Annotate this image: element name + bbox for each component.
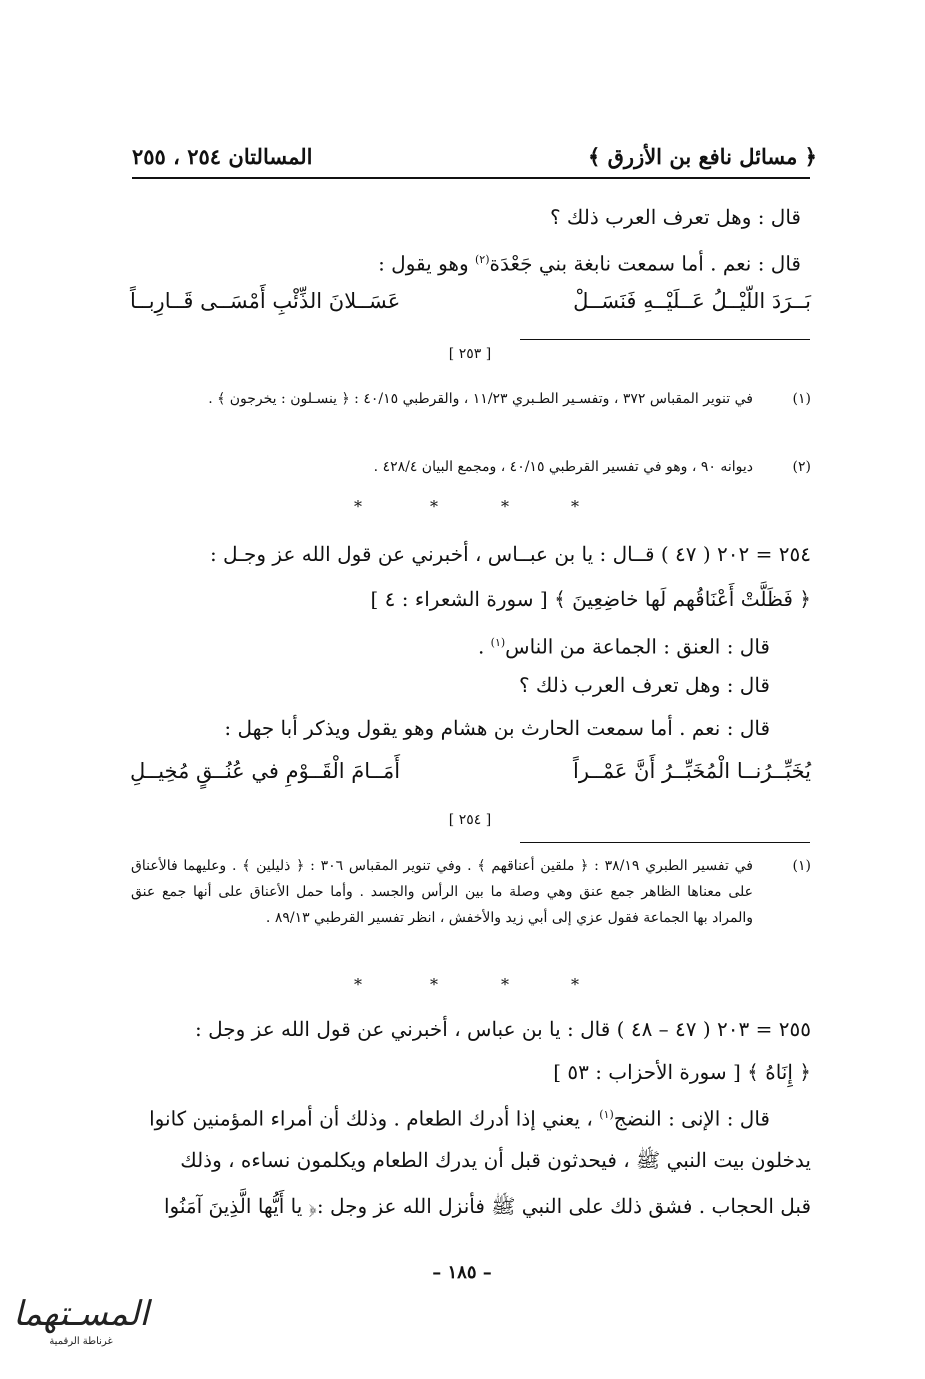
library-stamp-logo: المسـتهما غرناطة الرقمية — [13, 1294, 149, 1347]
body-line: قال : الإنى : النضج$^{(١)}$ ، يعني إذا أدرك الطعام . وذلك أن أمراء المؤمنين كانوا — [149, 1106, 770, 1131]
section-separator: * * * * — [354, 497, 579, 516]
verse-first-hemistich: يُخَبِّــرُنــا الْمُخَبِّــرُ أَنَّ عَمْــراً — [572, 759, 811, 783]
running-header-title: ﴿ مسائل نافع بن الأزرق ﴾ — [588, 144, 817, 169]
page-number: – ١٨٥ – — [432, 1262, 492, 1283]
running-header-issues: المسالتان ٢٥٤ ، ٢٥٥ — [132, 144, 313, 169]
verse-first-hemistich: بَــرَدَ اللّيْــلُ عَــلَيْــهِ فَنَسَــلْ — [573, 289, 811, 313]
body-line: يدخلون بيت النبي ﷺ ، فيحدثون قبل أن يدرك الطعام ويكلمون نساءه ، وذلك — [180, 1148, 811, 1172]
body-line: قال : وهل تعرف العرب ذلك ؟ — [549, 205, 801, 229]
page-marker: [ ٢٥٤ ] — [448, 812, 492, 828]
body-line: قال : وهل تعرف العرب ذلك ؟ — [518, 673, 770, 697]
body-line: قال : نعم . أما سمعت نابغة بني جَعْدَة$^{(٢)}$ وهو يقول : — [378, 251, 801, 276]
header-rule — [132, 177, 810, 179]
body-line: قال : العنق : الجماعة من الناس$^{(١)}$ . — [477, 634, 770, 659]
verse-second-hemistich: عَسَــلانَ الذِّئْبِ أَمْسَــى قَــارِبــاً — [130, 289, 401, 313]
verse-second-hemistich: أَمَــامَ الْقَــوْمِ في عُنُــقٍ مُخِيــلِ — [130, 759, 401, 783]
footnote-ref: (١) — [490, 636, 506, 649]
footnote: (١) في تفسير الطبري ٣٨/١٩ : ﴿ ملقين أعناقهم ﴾ . وفي تنوير المقباس ٣٠٦ : ﴿ ذليلين ﴾ . وعليهما فالأعناق على معناها الظاهر جمع عنق وهي وصلة ما بين الرأس والجسد . وأما حمل الأعناق على أنها جمع عنق والمراد بها الجماعة فقول عزي إلى أبي زيد والأخفش ، انظر تفسير القرطبي ٨٩/١٣ . — [131, 858, 811, 926]
issue-heading: ٢٥٥ = ٢٠٣ ( ٤٧ – ٤٨ ) قال : يا بن عباس ، أخبرني عن قول الله عز وجل : — [195, 1017, 811, 1041]
footnote-rule — [520, 842, 810, 843]
footnote-ref: (١) — [599, 1108, 614, 1121]
footnote-ref: (٢) — [474, 253, 490, 266]
page-marker: [ ٢٥٣ ] — [448, 346, 492, 362]
quran-quote: ﴿ إِنَاهُ ﴾ [ سورة الأحزاب : ٥٣ ] — [553, 1060, 811, 1084]
body-line: قال : نعم . أما سمعت الحارث بن هشام وهو يقول ويذكر أبا جهل : — [224, 716, 770, 740]
body-line: قبل الحجاب . فشق ذلك على النبي ﷺ فأنزل الله عز وجل :﴿ يا أَيُّها الَّذِينَ آمَنُوا — [163, 1194, 811, 1218]
footnote-rule — [520, 339, 810, 340]
section-separator: * * * * — [354, 975, 579, 994]
quran-quote: ﴿ فَظَلَّتْ أَعْنَاقُهم لَها خاضِعِينَ ﴾ [ سورة الشعراء : ٤ ] — [370, 587, 811, 611]
footnote: (١) في تنوير المقباس ٣٧٢ ، وتفسـير الطـبري ١١/٢٣ ، والقرطبي ٤٠/١٥ : ﴿ ينسـلون : يخرجون ﴾ . — [208, 391, 811, 407]
issue-heading: ٢٥٤ = ٢٠٢ ( ٤٧ ) قــال : يا بن عبــاس ، أخبرني عن قول الله عز وجـل : — [209, 542, 811, 566]
footnote: (٢) ديوانه ٩٠ ، وهو في تفسير القرطبي ٤٠/١٥ ، ومجمع البيان ٤٢٨/٤ . — [373, 459, 811, 475]
